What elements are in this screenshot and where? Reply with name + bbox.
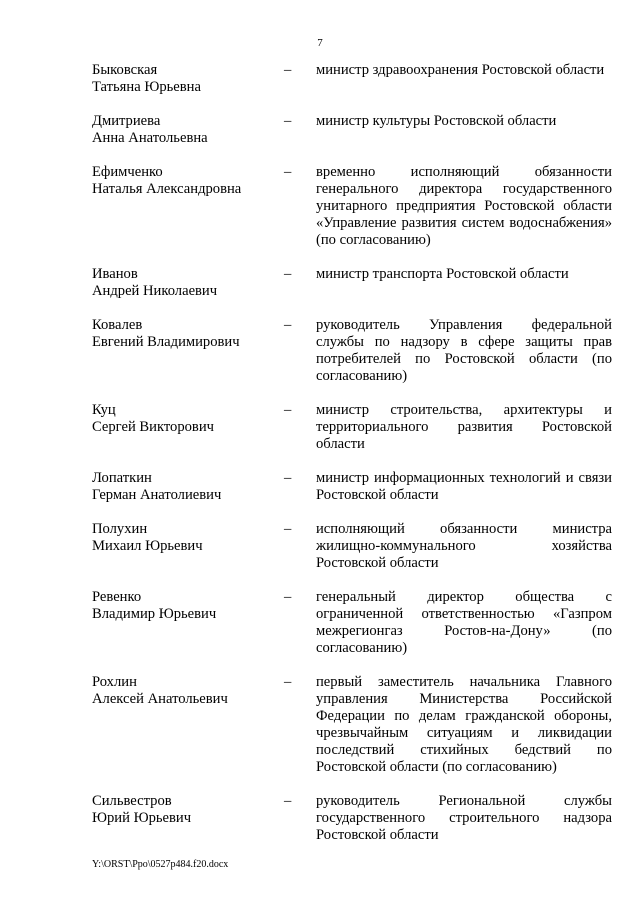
member-surname: Лопаткин — [92, 470, 152, 486]
member-surname: Рохлин — [92, 674, 137, 690]
member-name — [92, 674, 284, 776]
member-name — [92, 62, 284, 96]
member-surname: Дмитриева — [92, 113, 161, 129]
member-entry — [92, 317, 612, 385]
member-surname: Быковская — [92, 62, 158, 78]
page-number: 7 — [317, 37, 323, 49]
member-given-names: Юрий Юрьевич — [92, 810, 192, 826]
member-given-names: Евгений Владимирович — [92, 334, 240, 350]
member-name — [92, 589, 284, 657]
member-name — [92, 521, 284, 572]
member-role: генеральный директор общества с ограниченной ответственностью «Газпром межрегионгаз Ростов-на-Дону» (по согласованию) — [316, 589, 612, 656]
member-given-names: Анна Анатольевна — [92, 130, 208, 146]
member-given-names: Владимир Юрьевич — [92, 606, 217, 622]
member-name — [92, 470, 284, 504]
member-role: временно исполняющий обязанности генерального директора государственного унитарного предприятия Ростовской области «Управление развития систем водоснабжения» (по согласованию) — [316, 164, 612, 248]
member-given-names: Михаил Юрьевич — [92, 538, 203, 554]
member-name — [92, 113, 284, 147]
member-surname: Ковалев — [92, 317, 143, 333]
member-entry — [92, 402, 612, 453]
member-role: министр информационных технологий и связи Ростовской области — [316, 470, 612, 503]
member-list — [92, 62, 612, 844]
separator-dash: – — [284, 674, 292, 690]
member-entry — [92, 793, 612, 844]
member-given-names: Наталья Александровна — [92, 181, 242, 197]
separator-dash: – — [284, 164, 292, 180]
member-name — [92, 317, 284, 385]
member-surname: Иванов — [92, 266, 138, 282]
member-entry — [92, 470, 612, 504]
member-role: первый заместитель начальника Главного управления Министерства Российской Федерации по делам гражданской обороны, чрезвычайным ситуациям и ликвидации последствий стихийных бедствий по Ростовской области (по согласованию) — [316, 674, 612, 775]
separator-dash: – — [284, 589, 292, 605]
member-name — [92, 793, 284, 844]
separator-dash: – — [284, 62, 292, 78]
member-role: руководитель Управления федеральной службы по надзору в сфере защиты прав потребителей по Ростовской области (по согласованию) — [316, 317, 612, 384]
separator-dash: – — [284, 521, 292, 537]
member-surname: Сильвестров — [92, 793, 172, 809]
member-role: исполняющий обязанности министра жилищно-коммунального хозяйства Ростовской области — [316, 521, 612, 571]
member-given-names: Сергей Викторович — [92, 419, 214, 435]
member-role: руководитель Региональной службы государственного строительного надзора Ростовской области — [316, 793, 612, 843]
member-surname: Куц — [92, 402, 116, 418]
separator-dash: – — [284, 317, 292, 333]
member-surname: Ревенко — [92, 589, 142, 605]
member-role: министр здравоохранения Ростовской области — [316, 62, 605, 78]
member-entry — [92, 62, 612, 96]
member-given-names: Герман Анатолиевич — [92, 487, 222, 503]
member-role: министр культуры Ростовской области — [316, 113, 557, 129]
member-entry — [92, 266, 612, 300]
member-entry — [92, 164, 612, 249]
member-role: министр строительства, архитектуры и территориального развития Ростовской области — [316, 402, 612, 452]
separator-dash: – — [284, 402, 292, 418]
separator-dash: – — [284, 470, 292, 486]
member-entry — [92, 521, 612, 572]
member-entry — [92, 589, 612, 657]
member-entry — [92, 113, 612, 147]
member-given-names: Андрей Николаевич — [92, 283, 218, 299]
member-surname: Ефимченко — [92, 164, 163, 180]
separator-dash: – — [284, 793, 292, 809]
member-name — [92, 266, 284, 300]
member-name — [92, 402, 284, 453]
separator-dash: – — [284, 266, 292, 282]
member-surname: Полухин — [92, 521, 148, 537]
file-path-footer: Y:\ORST\Ppo\0527p484.f20.docx — [92, 859, 229, 870]
member-given-names: Алексей Анатольевич — [92, 691, 228, 707]
member-entry — [92, 674, 612, 776]
member-name — [92, 164, 284, 249]
member-role: министр транспорта Ростовской области — [316, 266, 569, 282]
separator-dash: – — [284, 113, 292, 129]
member-given-names: Татьяна Юрьевна — [92, 79, 201, 95]
